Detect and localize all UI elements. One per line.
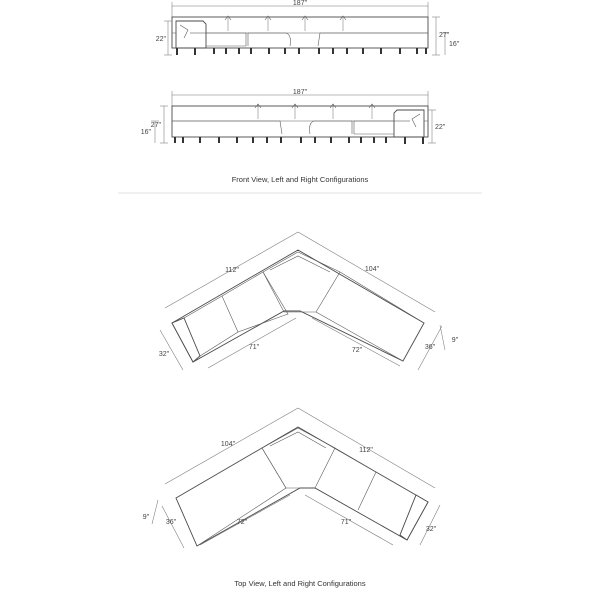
front-right-back-height-label: 27" bbox=[150, 122, 161, 129]
top-view-caption: Top View, Left and Right Configurations bbox=[234, 579, 366, 588]
front-view-caption: Front View, Left and Right Configurations bbox=[231, 175, 369, 184]
top-left-chaise-offset-label: 9" bbox=[451, 337, 459, 344]
top-left-short-side-label: 104" bbox=[364, 266, 380, 273]
top-right-short-side-label: 104" bbox=[220, 441, 236, 448]
top-right-chaise-depth-label: 36" bbox=[165, 519, 177, 526]
front-left-arm-height-label: 22" bbox=[155, 36, 166, 43]
top-right-inner-short-label: 72" bbox=[236, 519, 248, 526]
top-right-long-side-label: 112" bbox=[359, 447, 373, 454]
front-right-seat-height-label: 16" bbox=[140, 129, 151, 136]
top-left-arm-depth-label: 32" bbox=[158, 351, 170, 358]
front-view-left-config bbox=[156, 0, 460, 55]
front-right-arm-height-label: 22" bbox=[435, 124, 446, 131]
top-right-inner-long-label: 71" bbox=[340, 519, 352, 526]
front-view-right-config bbox=[141, 89, 446, 144]
front-left-seat-height-label: 16" bbox=[449, 41, 460, 48]
top-left-long-side-label: 112" bbox=[225, 267, 239, 274]
top-right-arm-depth-label: 32" bbox=[425, 526, 437, 533]
top-left-chaise-depth-label: 36" bbox=[424, 344, 436, 351]
front-left-back-height-label: 27" bbox=[439, 32, 450, 39]
top-view-left-config bbox=[159, 232, 459, 370]
front-left-width-label: 187" bbox=[292, 0, 308, 7]
front-right-width-label: 187" bbox=[292, 89, 308, 96]
top-left-inner-short-label: 72" bbox=[351, 347, 363, 354]
top-left-inner-long-label: 71" bbox=[248, 344, 260, 351]
top-view-right-config bbox=[143, 408, 440, 548]
top-right-chaise-offset-label: 9" bbox=[142, 514, 150, 521]
